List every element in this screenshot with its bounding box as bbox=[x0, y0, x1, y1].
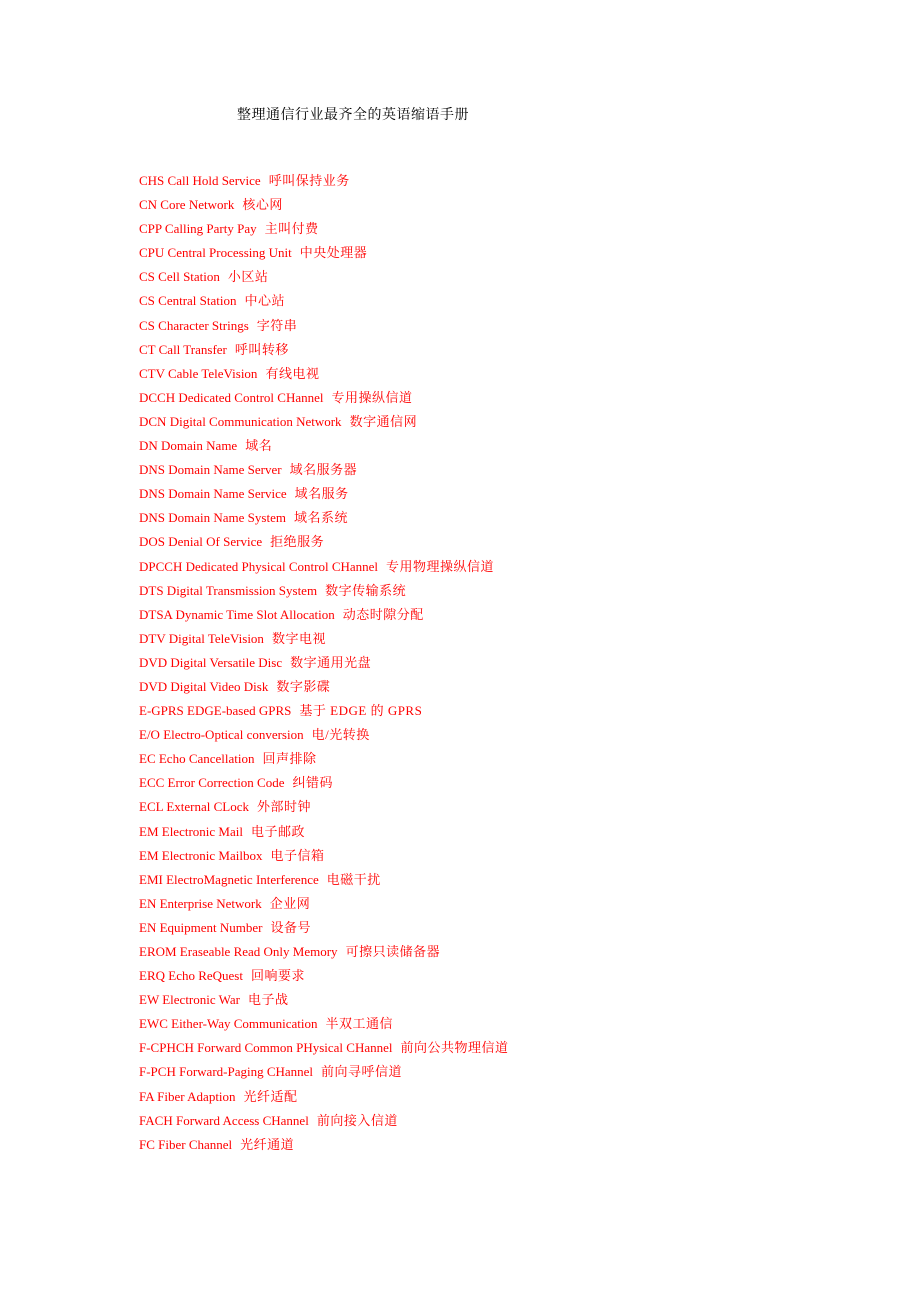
abbreviation-english: EN Equipment Number bbox=[139, 919, 263, 935]
abbreviation-english: DVD Digital Versatile Disc bbox=[139, 654, 283, 670]
abbreviation-english: DCCH Dedicated Control CHannel bbox=[139, 389, 324, 405]
list-item bbox=[139, 677, 509, 701]
abbreviation-chinese: 电子邮政 bbox=[250, 823, 305, 839]
abbreviation-english: DNS Domain Name System bbox=[139, 510, 286, 526]
list-item bbox=[139, 171, 509, 195]
abbreviation-english: DPCCH Dedicated Physical Control CHannel bbox=[139, 558, 379, 574]
abbreviation-english: E/O Electro-Optical conversion bbox=[139, 727, 304, 743]
abbreviation-english: DNS Domain Name Server bbox=[139, 462, 282, 478]
list-item bbox=[139, 653, 509, 677]
list-item bbox=[139, 1087, 509, 1111]
abbreviation-chinese: 可擦只读储备器 bbox=[345, 944, 441, 959]
abbreviation-english: DTSA Dynamic Time Slot Allocation bbox=[139, 606, 335, 622]
abbreviation-chinese: 回响要求 bbox=[250, 968, 305, 984]
abbreviation-chinese: 光纤通道 bbox=[240, 1136, 295, 1152]
abbreviation-english: EC Echo Cancellation bbox=[139, 751, 255, 767]
abbreviation-english: CN Core Network bbox=[139, 197, 235, 213]
abbreviation-chinese: 基于 EDGE 的 GPRS bbox=[299, 703, 423, 719]
abbreviation-chinese: 前向公共物理信道 bbox=[400, 1040, 509, 1056]
list-item bbox=[139, 894, 509, 918]
list-item bbox=[139, 1111, 509, 1135]
list-item bbox=[139, 340, 509, 364]
list-item bbox=[139, 701, 509, 725]
abbreviation-chinese: 电/光转换 bbox=[311, 727, 370, 743]
abbreviation-english: EW Electronic War bbox=[139, 992, 240, 1008]
abbreviation-chinese: 域名 bbox=[245, 438, 273, 454]
abbreviation-chinese: 企业网 bbox=[269, 895, 311, 911]
abbreviation-english: CS Central Station bbox=[139, 293, 237, 309]
list-item bbox=[139, 581, 509, 605]
document-title: 整理通信行业最齐全的英语缩语手册 bbox=[237, 108, 469, 123]
list-item bbox=[139, 243, 509, 267]
abbreviation-english: E-GPRS EDGE-based GPRS bbox=[139, 703, 292, 719]
list-item bbox=[139, 532, 509, 556]
abbreviation-chinese: 专用物理操纵信道 bbox=[386, 558, 495, 574]
abbreviation-chinese: 域名系统 bbox=[293, 510, 348, 526]
abbreviation-english: EROM Eraseable Read Only Memory bbox=[139, 944, 338, 959]
abbreviation-english: EN Enterprise Network bbox=[139, 895, 262, 911]
list-item bbox=[139, 557, 509, 581]
abbreviation-english: ECL External CLock bbox=[139, 799, 249, 815]
list-item bbox=[139, 388, 509, 412]
abbreviation-chinese: 回声排除 bbox=[262, 751, 317, 767]
abbreviation-english: CS Cell Station bbox=[139, 269, 220, 285]
abbreviation-english: FACH Forward Access CHannel bbox=[139, 1112, 309, 1128]
abbreviation-english: F-CPHCH Forward Common PHysical CHannel bbox=[139, 1040, 393, 1056]
list-item bbox=[139, 195, 509, 219]
list-item bbox=[139, 436, 509, 460]
abbreviation-chinese: 专用操纵信道 bbox=[331, 389, 413, 405]
list-item bbox=[139, 460, 509, 484]
abbreviation-chinese: 主叫付费 bbox=[264, 221, 319, 237]
abbreviation-chinese: 呼叫转移 bbox=[234, 341, 289, 357]
list-item bbox=[139, 267, 509, 291]
list-item bbox=[139, 990, 509, 1014]
abbreviation-chinese: 拒绝服务 bbox=[270, 534, 325, 550]
abbreviation-english: DOS Denial Of Service bbox=[139, 534, 263, 550]
abbreviation-chinese: 呼叫保持业务 bbox=[268, 173, 350, 188]
abbreviation-english: FA Fiber Adaption bbox=[139, 1088, 236, 1104]
abbreviation-english: CHS Call Hold Service bbox=[139, 173, 261, 188]
abbreviation-english: DCN Digital Communication Network bbox=[139, 413, 342, 429]
list-item bbox=[139, 219, 509, 243]
abbreviation-english: EM Electronic Mailbox bbox=[139, 847, 263, 863]
abbreviation-chinese: 光纤适配 bbox=[243, 1088, 298, 1104]
abbreviation-english: CTV Cable TeleVision bbox=[139, 365, 258, 381]
abbreviation-chinese: 域名服务器 bbox=[289, 462, 358, 478]
abbreviation-english: CPP Calling Party Pay bbox=[139, 221, 257, 237]
abbreviation-chinese: 核心网 bbox=[242, 197, 283, 213]
abbreviation-chinese: 域名服务 bbox=[294, 486, 349, 502]
list-item bbox=[139, 1135, 509, 1159]
abbreviation-english: DN Domain Name bbox=[139, 438, 238, 454]
abbreviation-chinese: 数字影碟 bbox=[276, 678, 331, 694]
abbreviation-chinese: 外部时钟 bbox=[257, 799, 312, 815]
abbreviation-chinese: 纠错码 bbox=[292, 775, 334, 791]
abbreviation-english: CT Call Transfer bbox=[139, 341, 227, 357]
abbreviation-chinese: 数字电视 bbox=[271, 630, 326, 646]
abbreviation-english: CS Character Strings bbox=[139, 317, 249, 333]
list-item bbox=[139, 749, 509, 773]
abbreviation-chinese: 电子战 bbox=[248, 992, 289, 1008]
abbreviation-chinese: 动态时隙分配 bbox=[342, 606, 424, 622]
list-item bbox=[139, 725, 509, 749]
abbreviation-english: EM Electronic Mail bbox=[139, 823, 243, 839]
list-item bbox=[139, 316, 509, 340]
list-item bbox=[139, 629, 509, 653]
list-item bbox=[139, 966, 509, 990]
list-item bbox=[139, 773, 509, 797]
abbreviation-chinese: 字符串 bbox=[256, 317, 298, 333]
list-item bbox=[139, 822, 509, 846]
list-item bbox=[139, 291, 509, 315]
list-item bbox=[139, 1014, 509, 1038]
list-item bbox=[139, 846, 509, 870]
abbreviation-english: DVD Digital Video Disk bbox=[139, 678, 269, 694]
list-item bbox=[139, 1038, 509, 1062]
abbreviation-chinese: 小区站 bbox=[227, 269, 269, 285]
list-item bbox=[139, 942, 509, 966]
abbreviation-english: ECC Error Correction Code bbox=[139, 775, 285, 791]
abbreviation-list bbox=[139, 171, 509, 1159]
abbreviation-chinese: 电磁干扰 bbox=[326, 871, 381, 887]
abbreviation-chinese: 电子信箱 bbox=[270, 847, 325, 863]
abbreviation-chinese: 前向接入信道 bbox=[316, 1112, 398, 1128]
abbreviation-english: DNS Domain Name Service bbox=[139, 486, 287, 502]
abbreviation-english: F-PCH Forward-Paging CHannel bbox=[139, 1064, 314, 1080]
abbreviation-chinese: 中心站 bbox=[244, 293, 286, 309]
abbreviation-chinese: 数字传输系统 bbox=[325, 582, 407, 598]
list-item bbox=[139, 412, 509, 436]
abbreviation-chinese: 数字通用光盘 bbox=[290, 654, 372, 670]
list-item bbox=[139, 484, 509, 508]
list-item bbox=[139, 1062, 509, 1086]
list-item bbox=[139, 364, 509, 388]
list-item bbox=[139, 918, 509, 942]
abbreviation-english: CPU Central Processing Unit bbox=[139, 245, 292, 261]
abbreviation-english: EMI ElectroMagnetic Interference bbox=[139, 871, 319, 887]
list-item bbox=[139, 605, 509, 629]
abbreviation-english: DTS Digital Transmission System bbox=[139, 582, 318, 598]
abbreviation-english: EWC Either-Way Communication bbox=[139, 1016, 318, 1032]
abbreviation-english: FC Fiber Channel bbox=[139, 1136, 233, 1152]
list-item bbox=[139, 508, 509, 532]
abbreviation-chinese: 前向寻呼信道 bbox=[321, 1064, 403, 1080]
abbreviation-chinese: 半双工通信 bbox=[325, 1016, 393, 1032]
abbreviation-english: DTV Digital TeleVision bbox=[139, 630, 264, 646]
abbreviation-chinese: 中央处理器 bbox=[299, 245, 368, 261]
abbreviation-chinese: 数字通信网 bbox=[349, 413, 418, 429]
abbreviation-chinese: 设备号 bbox=[270, 919, 311, 935]
abbreviation-chinese: 有线电视 bbox=[265, 365, 320, 381]
list-item bbox=[139, 797, 509, 821]
abbreviation-english: ERQ Echo ReQuest bbox=[139, 968, 243, 984]
list-item bbox=[139, 870, 509, 894]
